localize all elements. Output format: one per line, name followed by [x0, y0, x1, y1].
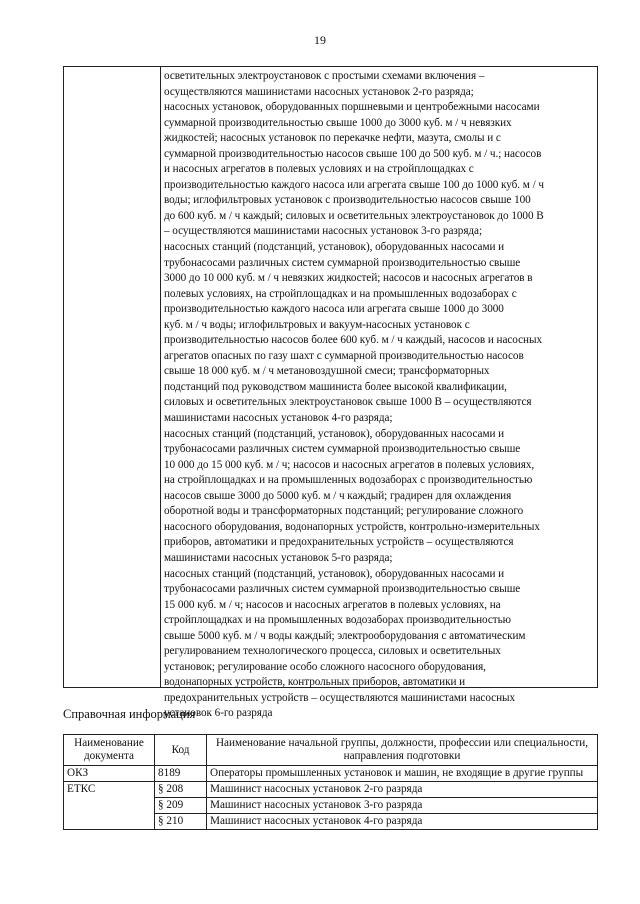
header-code: Код	[155, 735, 207, 766]
text-line: свыше 5000 куб. м / ч воды каждый; электрооборудования с автоматическим	[164, 629, 526, 642]
text-line: установок; регулирование особо сложного насосного оборудования,	[164, 660, 486, 673]
text-line: 3000 до 10 000 куб. м / ч невязких жидкостей; насосов и насосных агрегатов в	[164, 272, 533, 285]
text-line: насосов свыше 3000 до 5000 куб. м / ч каждый; градирен для охлаждения	[164, 489, 512, 502]
text-line: полевых условиях, на стройплощадках и на промышленных водозаборах с	[164, 287, 517, 300]
table-left-column	[64, 67, 161, 687]
row-name: Машинист насосных установок 3-го разряда	[207, 798, 598, 814]
row-name: Машинист насосных установок 2-го разряда	[207, 782, 598, 798]
text-line: регулированием технологического процесса, силовых и осветительных	[164, 645, 501, 658]
work-description-text	[164, 69, 598, 722]
text-line: силовых и осветительных электроустановок свыше 1000 В – осуществляются	[164, 396, 532, 409]
row-document: ЕТКС	[64, 782, 155, 830]
row-code: 8189	[155, 766, 207, 782]
text-line: насосных станций (подстанций, установок), оборудованных насосами и	[164, 427, 505, 440]
text-line: установок 6-го разряда	[164, 707, 273, 720]
text-line: до 600 куб. м / ч каждый; силовых и осветительных электроустановок до 1000 В	[164, 209, 544, 222]
text-line: жидкостей; насосных установок по перекачке нефти, мазута, смолы и с	[164, 132, 501, 145]
text-line: производительностью насосов более 600 куб. м / ч каждый, насосов и насосных	[164, 334, 542, 347]
text-line: 10 000 до 15 000 куб. м / ч; насосов и насосных агрегатов в полевых условиях,	[164, 458, 535, 471]
row-document: ОКЗ	[64, 766, 155, 782]
table-row	[64, 766, 598, 782]
reference-table	[63, 734, 598, 830]
row-name: Машинист насосных установок 4-го разряда	[207, 814, 598, 830]
text-line: трубонасосами различных систем суммарной производительностью свыше	[164, 256, 521, 269]
table-row	[64, 782, 598, 798]
reference-table-header	[64, 735, 598, 766]
page-number: 19	[314, 33, 326, 47]
text-line: суммарной производительностью насосов свыше 100 до 500 куб. м / ч.; насосов	[164, 147, 542, 160]
text-line: насосных установок, оборудованных поршневыми и центробежными насосами	[164, 101, 540, 114]
text-line: подстанций под руководством машиниста более высокой квалификации,	[164, 380, 507, 393]
text-line: насосных станций (подстанций, установок), оборудованных насосами и	[164, 567, 505, 580]
text-line: осуществляются машинистами насосных установок 2-го разряда;	[164, 85, 474, 98]
text-line: насосного оборудования, водонапорных устройств, контрольно-измерительных	[164, 520, 540, 533]
row-code: § 208	[155, 782, 207, 798]
text-line: воды; иглофильтровых установок с производительностью насосов свыше 100	[164, 194, 531, 207]
text-line: трубонасосами различных систем суммарной производительностью свыше	[164, 443, 521, 456]
row-code: § 210	[155, 814, 207, 830]
text-line: производительностью каждого насоса или агрегата свыше 1000 до 3000	[164, 303, 504, 316]
text-line: свыше 18 000 куб. м / ч метановоздушной смеси; трансформаторных	[164, 365, 490, 378]
text-line: насосных станций (подстанций, установок), оборудованных насосами и	[164, 241, 505, 254]
text-line: – осуществляются машинистами насосных установок 3-го разряда;	[164, 225, 483, 238]
text-line: 15 000 куб. м / ч; насосов и насосных агрегатов в полевых условиях, на	[164, 598, 501, 611]
text-line: стройплощадках и на промышленных водозаборах производительностью	[164, 614, 511, 627]
row-code: § 209	[155, 798, 207, 814]
text-line: машинистами насосных установок 4-го разряда;	[164, 412, 393, 425]
text-line: суммарной производительностью свыше 1000 до 3000 куб. м / ч невязких	[164, 116, 512, 129]
text-line: трубонасосами различных систем суммарной производительностью свыше	[164, 583, 521, 596]
text-line: агрегатов опасных по газу шахт с суммарной производительностью насосов	[164, 349, 524, 362]
row-name: Операторы промышленных установок и машин, не входящие в другие группы	[207, 766, 598, 782]
text-line: приборов, автоматики и предохранительных устройств – осуществляются	[164, 536, 514, 549]
text-line: куб. м / ч воды; иглофильтровых и вакуум-насосных установок с	[164, 318, 470, 331]
text-line: оборотной воды и трансформаторных подстанций; регулирование сложного	[164, 505, 524, 518]
text-line: на стройплощадках и на промышленных водозаборах с производительностью	[164, 474, 533, 487]
reference-section-title: Справочная информация	[63, 707, 196, 721]
text-line: машинистами насосных установок 5-го разряда;	[164, 551, 393, 564]
text-line: производительностью каждого насоса или агрегата свыше 100 до 1000 куб. м / ч	[164, 178, 544, 191]
text-line: водонапорных устройств, контрольных приборов, автоматики и	[164, 676, 466, 689]
header-name: Наименование начальной группы, должности, профессии или специальности, направления подготовки	[207, 735, 598, 766]
text-line: и насосных агрегатов в полевых условиях и на стройплощадках с	[164, 163, 474, 176]
header-document: Наименование документа	[64, 735, 155, 766]
text-line: предохранительных устройств – осуществляются машинистами насосных	[164, 691, 516, 704]
text-line: осветительных электроустановок с простыми схемами включения –	[164, 70, 485, 82]
